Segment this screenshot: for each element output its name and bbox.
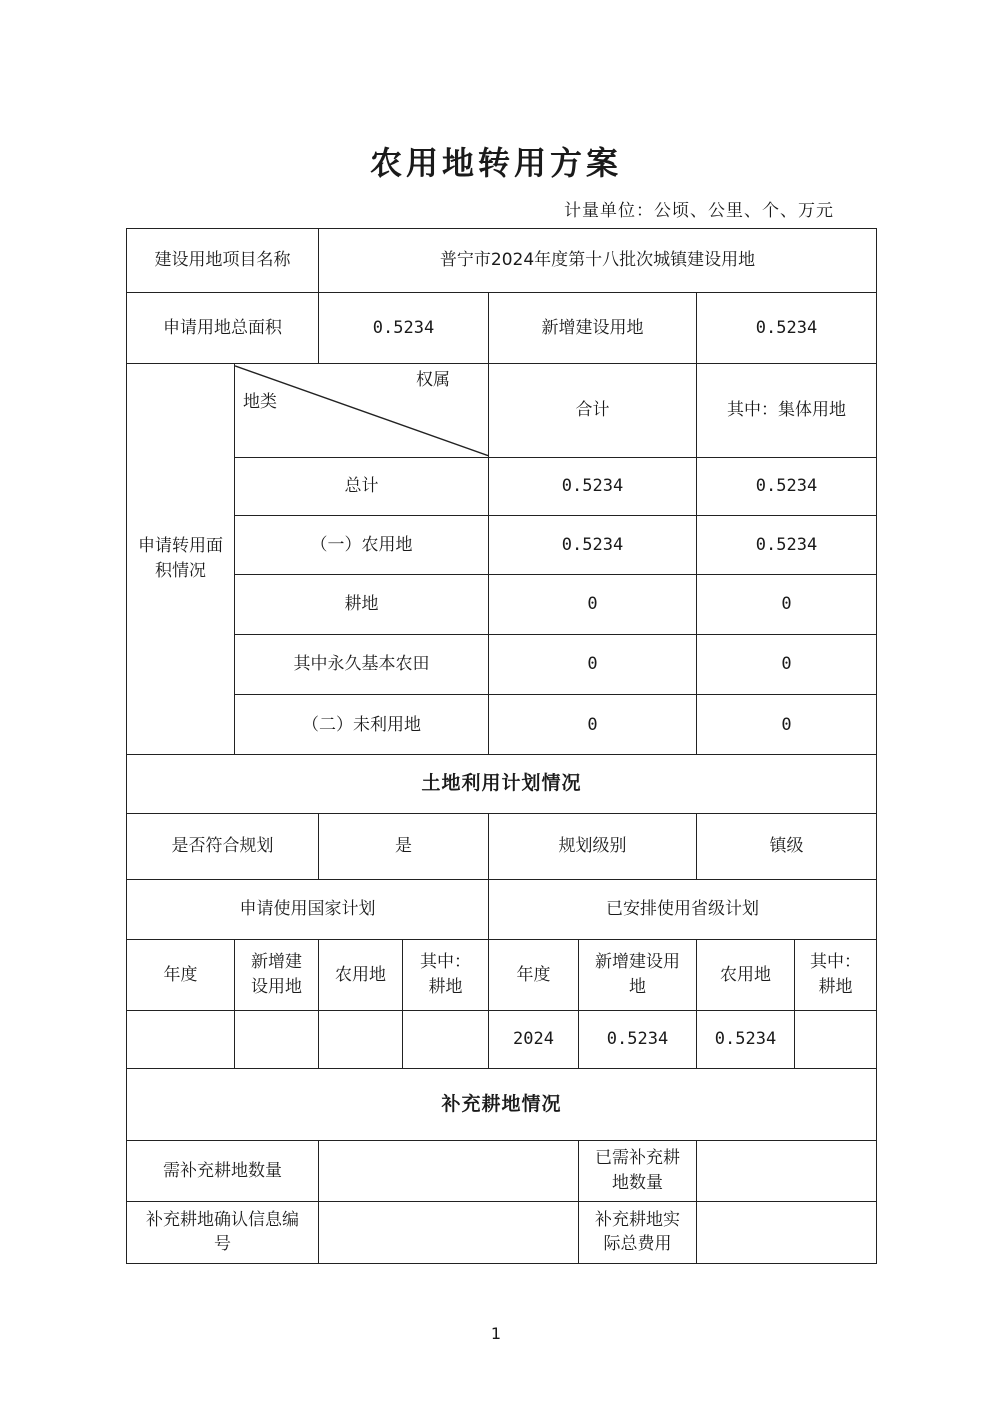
- total-area-label: 申请用地总面积: [127, 293, 319, 363]
- new-construction-value: 0.5234: [697, 293, 877, 363]
- national-value-new: [235, 1010, 319, 1068]
- confirm-number-value: [319, 1201, 579, 1263]
- conversion-plan-table: [126, 228, 877, 1264]
- need-supplement-value: [319, 1141, 579, 1201]
- row-unused-collective: 0: [697, 695, 877, 755]
- conform-planning-label: 是否符合规划: [127, 813, 319, 879]
- page-number: 1: [490, 1324, 502, 1343]
- national-value-cultivated: [403, 1010, 489, 1068]
- national-header-cultivated: 其中：耕地: [403, 940, 489, 1010]
- row-basic-farmland-label: 其中永久基本农田: [235, 634, 489, 694]
- actual-cost-label: 补充耕地实际总费用: [579, 1201, 697, 1263]
- national-value-agri: [319, 1010, 403, 1068]
- conversion-section-label: 申请转用面积情况: [127, 363, 235, 755]
- project-name-label: 建设用地项目名称: [127, 229, 319, 293]
- header-total: 合计: [489, 363, 697, 457]
- row-basic-farmland-value: 0: [489, 634, 697, 694]
- row-basic-farmland-collective: 0: [697, 634, 877, 694]
- row-cultivated-collective: 0: [697, 574, 877, 634]
- document-title: 农用地转用方案: [369, 144, 622, 182]
- supplement-section-title: 补充耕地情况: [127, 1068, 877, 1140]
- provincial-header-new: 新增建设用地: [579, 940, 697, 1010]
- provincial-header-cultivated: 其中：耕地: [795, 940, 877, 1010]
- done-supplement-value: [697, 1141, 877, 1201]
- header-ownership: 权属: [416, 369, 450, 390]
- confirm-number-label: 补充耕地确认信息编号: [127, 1201, 319, 1263]
- row-unused-label: （二）未利用地: [235, 695, 489, 755]
- national-header-year: 年度: [127, 940, 235, 1010]
- row-grand-total-value: 0.5234: [489, 458, 697, 516]
- national-value-year: [127, 1010, 235, 1068]
- total-area-value: 0.5234: [319, 293, 489, 363]
- row-agricultural-label: （一）农用地: [235, 516, 489, 574]
- provincial-value-new: 0.5234: [579, 1010, 697, 1068]
- national-plan-label: 申请使用国家计划: [127, 880, 489, 940]
- national-header-agri: 农用地: [319, 940, 403, 1010]
- project-name-value: 普宁市2024年度第十八批次城镇建设用地: [319, 229, 877, 293]
- provincial-header-agri: 农用地: [697, 940, 795, 1010]
- diagonal-header-cell: [235, 363, 489, 457]
- provincial-value-cultivated: [795, 1010, 877, 1068]
- provincial-plan-label: 已安排使用省级计划: [489, 880, 877, 940]
- planning-level-label: 规划级别: [489, 813, 697, 879]
- provincial-value-year: 2024: [489, 1010, 579, 1068]
- row-grand-total-collective: 0.5234: [697, 458, 877, 516]
- national-header-new: 新增建设用地: [235, 940, 319, 1010]
- need-supplement-label: 需补充耕地数量: [127, 1141, 319, 1201]
- provincial-header-year: 年度: [489, 940, 579, 1010]
- planning-level-value: 镇级: [697, 813, 877, 879]
- row-agricultural-value: 0.5234: [489, 516, 697, 574]
- unit-note: 计量单位：公顷、公里、个、万元: [564, 201, 834, 221]
- conform-planning-value: 是: [319, 813, 489, 879]
- row-cultivated-value: 0: [489, 574, 697, 634]
- row-agricultural-collective: 0.5234: [697, 516, 877, 574]
- row-grand-total-label: 总计: [235, 458, 489, 516]
- header-land-type: 地类: [243, 392, 277, 413]
- done-supplement-label: 已需补充耕地数量: [579, 1141, 697, 1201]
- provincial-value-agri: 0.5234: [697, 1010, 795, 1068]
- land-plan-section-title: 土地利用计划情况: [127, 755, 877, 813]
- row-cultivated-label: 耕地: [235, 574, 489, 634]
- header-collective: 其中：集体用地: [697, 363, 877, 457]
- actual-cost-value: [697, 1201, 877, 1263]
- row-unused-value: 0: [489, 695, 697, 755]
- new-construction-label: 新增建设用地: [489, 293, 697, 363]
